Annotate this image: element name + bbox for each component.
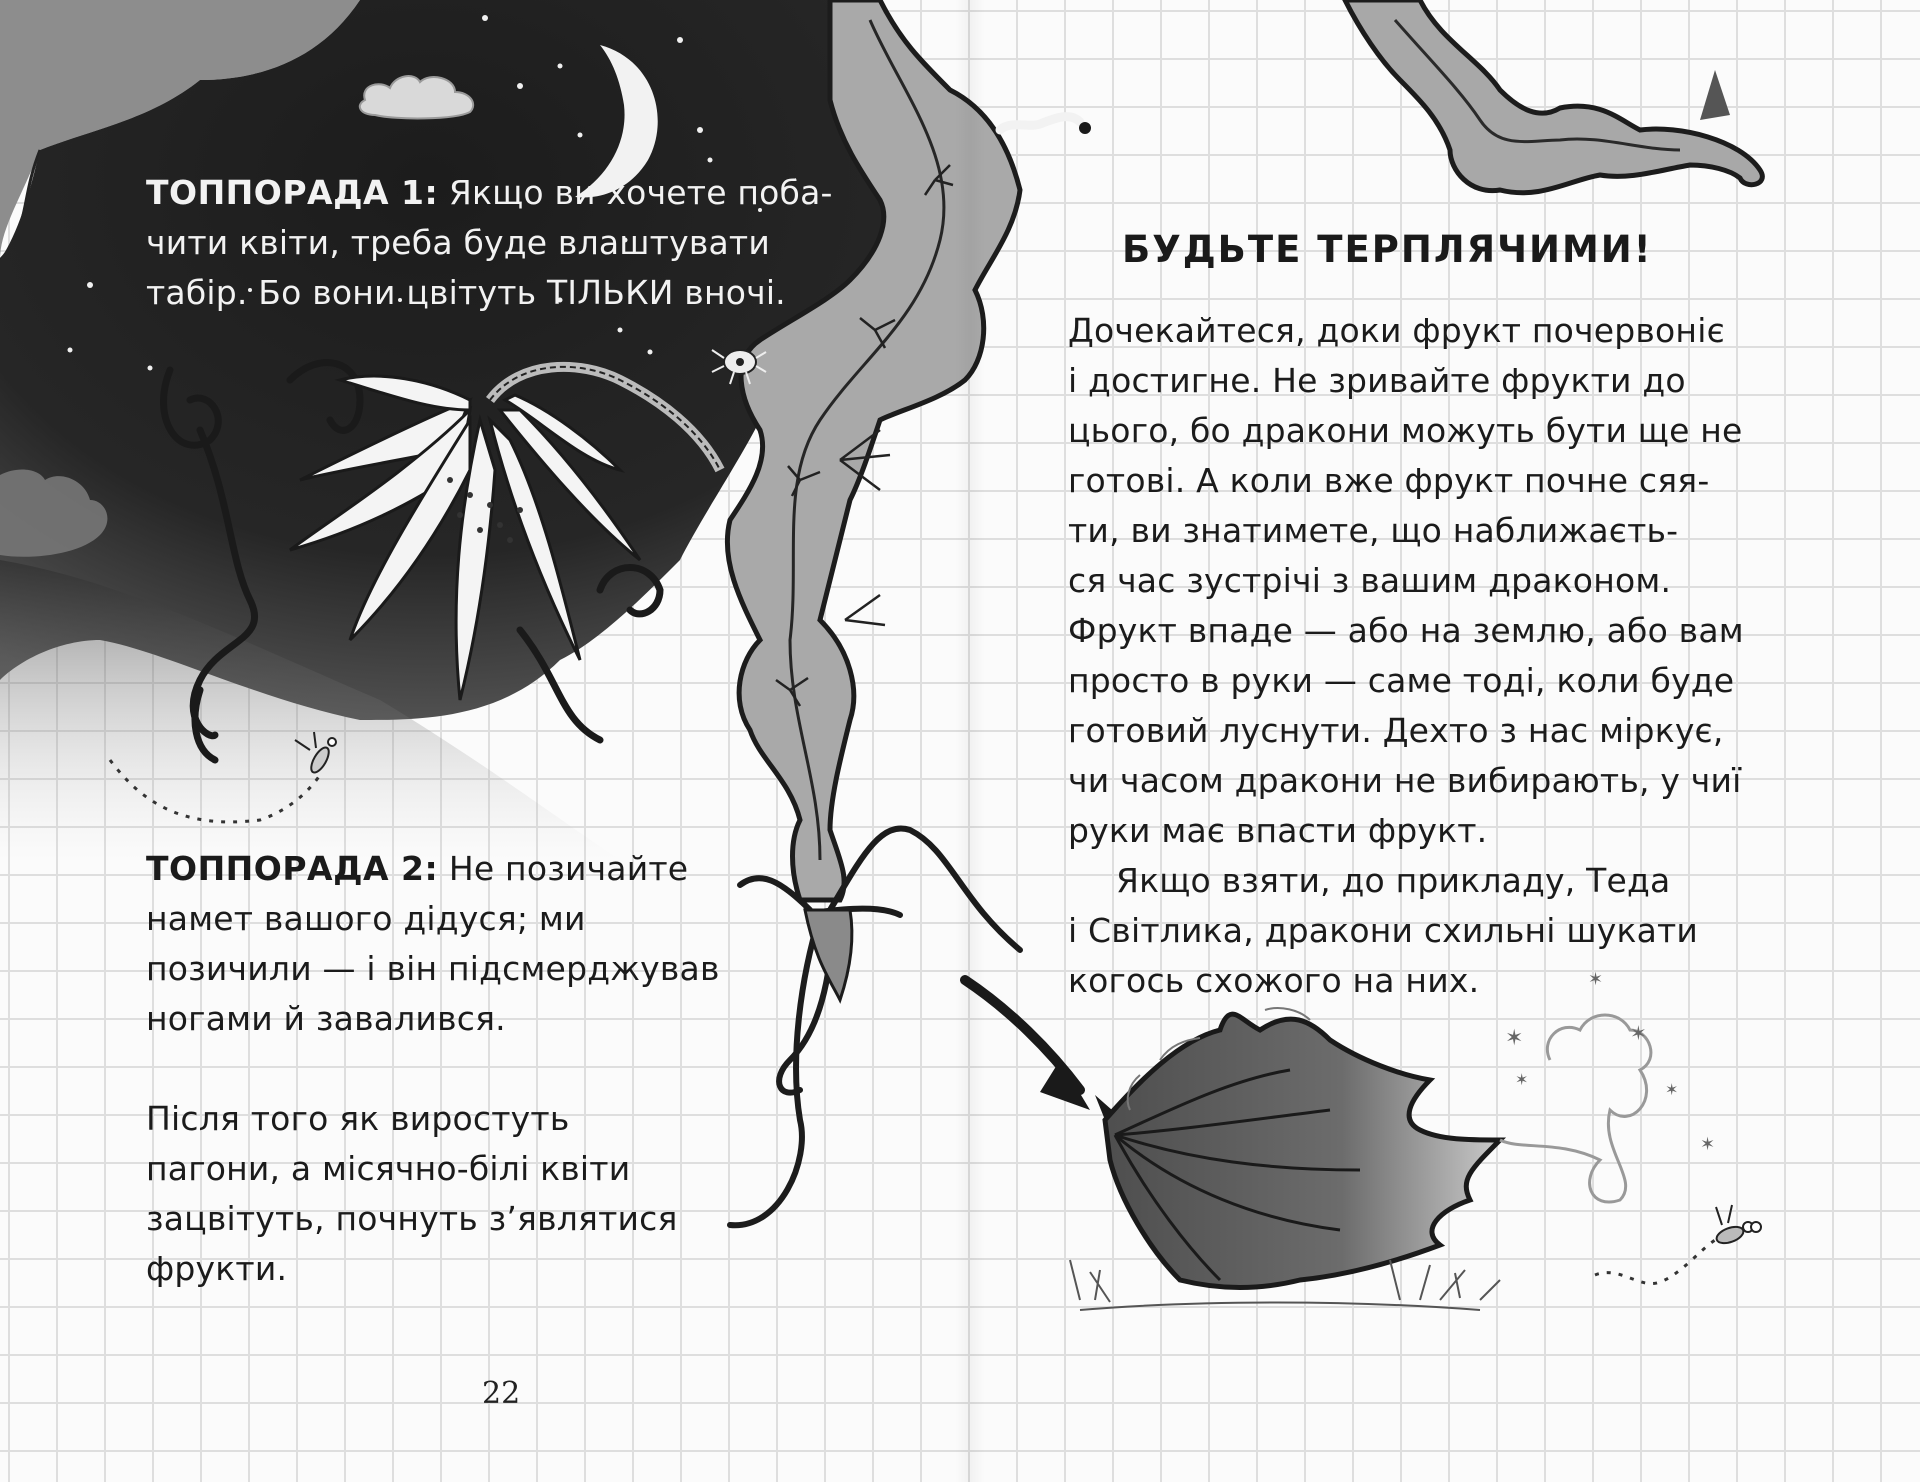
- svg-text:✶: ✶: [1665, 1080, 1679, 1099]
- paragraph-line: ся час зустрічі з вашим драконом.: [1068, 561, 1672, 600]
- svg-text:✶: ✶: [1505, 1026, 1524, 1051]
- svg-text:✶: ✶: [1700, 1134, 1716, 1155]
- paragraph-line: і достигне. Не зривайте фрукти до: [1068, 361, 1686, 400]
- tip-1-line: Якщо ви хочете поба-: [438, 173, 833, 212]
- tip-2-label: ТОППОРАДА 2:: [146, 849, 439, 888]
- svg-text:✶: ✶: [1630, 1021, 1647, 1045]
- tip-2-line: позичили — і він підсмерджував: [146, 949, 720, 988]
- tip-2-line: ногами й завалився.: [146, 999, 506, 1038]
- paragraph-line: фрукти.: [146, 1249, 288, 1288]
- paragraph-line: чи часом дракони не вибирають, у чиї: [1068, 761, 1742, 800]
- svg-text:✶: ✶: [1588, 969, 1604, 990]
- paragraph-line: готовий луснути. Дехто з нас міркує,: [1068, 711, 1724, 750]
- tip-1-label: ТОППОРАДА 1:: [146, 173, 439, 212]
- paragraph-line: пагони, а місячно-білі квіти: [146, 1149, 631, 1188]
- paragraph-line: Якщо взяти, до прикладу, Теда: [1116, 861, 1671, 900]
- paragraph-line: цього, бо дракони можуть бути ще не: [1068, 411, 1743, 450]
- dragon-fruit: [1070, 969, 1715, 1310]
- left-paragraph: [146, 1094, 678, 1294]
- paragraph-line: зацвітуть, почнуть з’являтися: [146, 1199, 678, 1238]
- page-number: 22: [482, 1376, 521, 1411]
- paragraph-line: і Світлика, дракони схильні шукати: [1068, 911, 1699, 950]
- paragraph-line: Фрукт впаде — або на землю, або вам: [1068, 611, 1744, 650]
- svg-text:✶: ✶: [1515, 1070, 1529, 1089]
- tip-2-line: Не позичайте: [438, 849, 689, 888]
- paragraph-line: Дочекайтеся, доки фрукт почервоніє: [1068, 311, 1725, 350]
- right-paragraph-1: [1068, 306, 1744, 1006]
- tip-2-line: намет вашого дідуся; ми: [146, 899, 586, 938]
- paragraph-line: когось схожого на них.: [1068, 961, 1480, 1000]
- firefly-right-icon: [1714, 1205, 1761, 1246]
- paragraph-line: Після того як виростуть: [146, 1099, 570, 1138]
- caterpillar-icon: [1000, 117, 1080, 130]
- tip-1-line: чити квіти, треба буде влаштувати: [146, 223, 770, 262]
- firefly-trail-right: [1595, 1240, 1715, 1284]
- paragraph-line: готові. А коли вже фрукт почне сяя-: [1068, 461, 1710, 500]
- tip-2-block: [146, 844, 720, 1044]
- paragraph-line: просто в руки — саме тоді, коли буде: [1068, 661, 1735, 700]
- paragraph-line: руки має впасти фрукт.: [1068, 811, 1488, 850]
- vine-top-right: [1345, 0, 1762, 193]
- paragraph-line: ти, ви знатимете, що наближаєть-: [1068, 511, 1679, 550]
- page-gutter: [955, 0, 985, 1482]
- section-heading: БУДЬТЕ ТЕРПЛЯЧИМИ!: [1122, 228, 1653, 271]
- tip-1-block: [146, 168, 833, 318]
- tip-1-line: табір. Бо вони цвітуть ТІЛЬКИ вночі.: [146, 273, 786, 312]
